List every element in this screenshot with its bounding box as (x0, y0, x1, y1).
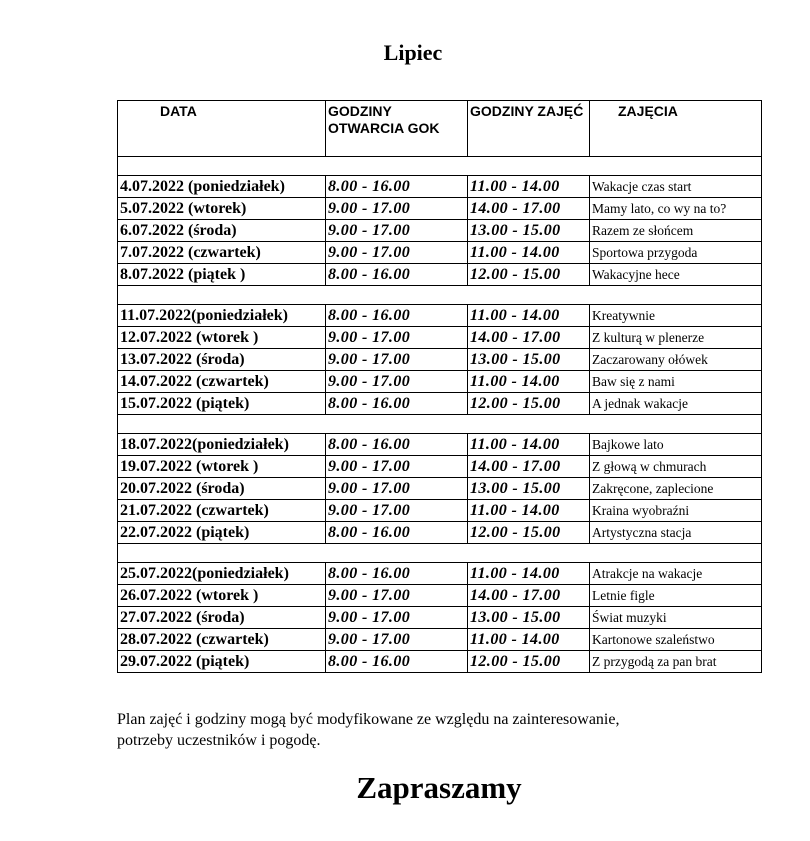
date-cell: 8.07.2022 (piątek ) (118, 264, 326, 286)
schedule-row (118, 478, 762, 500)
activity-hours-cell: 11.00 - 14.00 (468, 563, 590, 585)
schedule-row (118, 434, 762, 456)
schedule-row (118, 651, 762, 673)
opening-hours-cell: 9.00 - 17.00 (326, 629, 468, 651)
page-title: Lipiec (383, 40, 443, 65)
activity-cell: Wakacje czas start (590, 176, 762, 198)
activity-cell: Baw się z nami (590, 371, 762, 393)
schedule-row (118, 327, 762, 349)
schedule-row (118, 371, 762, 393)
date-cell: 4.07.2022 (poniedziałek) (118, 176, 326, 198)
schedule-row (118, 456, 762, 478)
schedule-row (118, 305, 762, 327)
activity-hours-cell: 14.00 - 17.00 (468, 198, 590, 220)
date-cell: 11.07.2022(poniedziałek) (118, 305, 326, 327)
opening-hours-cell: 8.00 - 16.00 (326, 264, 468, 286)
schedule-row (118, 242, 762, 264)
activity-hours-cell: 11.00 - 14.00 (468, 305, 590, 327)
week-spacer-row (118, 544, 762, 563)
activity-cell: Zakręcone, zaplecione (590, 478, 762, 500)
activity-hours-cell: 13.00 - 15.00 (468, 478, 590, 500)
date-cell: 19.07.2022 (wtorek ) (118, 456, 326, 478)
header-row (118, 101, 762, 157)
opening-hours-cell: 9.00 - 17.00 (326, 585, 468, 607)
activity-cell: Atrakcje na wakacje (590, 563, 762, 585)
date-cell: 14.07.2022 (czwartek) (118, 371, 326, 393)
header-activities: ZAJĘCIA (590, 101, 762, 157)
date-cell: 7.07.2022 (czwartek) (118, 242, 326, 264)
opening-hours-cell: 8.00 - 16.00 (326, 393, 468, 415)
header-date: DATA (118, 101, 326, 157)
activity-hours-cell: 14.00 - 17.00 (468, 327, 590, 349)
opening-hours-cell: 8.00 - 16.00 (326, 563, 468, 585)
schedule-row (118, 585, 762, 607)
week-spacer-cell (118, 286, 762, 305)
activity-hours-cell: 12.00 - 15.00 (468, 651, 590, 673)
schedule-row (118, 522, 762, 544)
date-cell: 27.07.2022 (środa) (118, 607, 326, 629)
week-spacer-row (118, 157, 762, 176)
activity-cell: Bajkowe lato (590, 434, 762, 456)
activity-cell: Artystyczna stacja (590, 522, 762, 544)
activity-hours-cell: 11.00 - 14.00 (468, 176, 590, 198)
opening-hours-cell: 9.00 - 17.00 (326, 500, 468, 522)
schedule-table (117, 100, 762, 673)
schedule-row (118, 349, 762, 371)
header-activity-hours: GODZINY ZAJĘĆ (468, 101, 590, 157)
date-cell: 29.07.2022 (piątek) (118, 651, 326, 673)
activity-cell: Świat muzyki (590, 607, 762, 629)
date-cell: 28.07.2022 (czwartek) (118, 629, 326, 651)
date-cell: 6.07.2022 (środa) (118, 220, 326, 242)
schedule-row (118, 264, 762, 286)
activity-cell: A jednak wakacje (590, 393, 762, 415)
schedule-row (118, 220, 762, 242)
activity-cell: Kartonowe szaleństwo (590, 629, 762, 651)
activity-cell: Z głową w chmurach (590, 456, 762, 478)
activity-cell: Kreatywnie (590, 305, 762, 327)
opening-hours-cell: 9.00 - 17.00 (326, 198, 468, 220)
activity-cell: Razem ze słońcem (590, 220, 762, 242)
activity-hours-cell: 13.00 - 15.00 (468, 607, 590, 629)
activity-hours-cell: 14.00 - 17.00 (468, 456, 590, 478)
opening-hours-cell: 9.00 - 17.00 (326, 242, 468, 264)
activity-hours-cell: 12.00 - 15.00 (468, 264, 590, 286)
activity-cell: Z kulturą w plenerze (590, 327, 762, 349)
opening-hours-cell: 8.00 - 16.00 (326, 522, 468, 544)
activity-hours-cell: 11.00 - 14.00 (468, 371, 590, 393)
activity-hours-cell: 11.00 - 14.00 (468, 434, 590, 456)
opening-hours-cell: 8.00 - 16.00 (326, 305, 468, 327)
schedule-row (118, 500, 762, 522)
activity-hours-cell: 13.00 - 15.00 (468, 349, 590, 371)
opening-hours-cell: 8.00 - 16.00 (326, 651, 468, 673)
week-spacer-cell (118, 544, 762, 563)
activity-hours-cell: 12.00 - 15.00 (468, 393, 590, 415)
date-cell: 13.07.2022 (środa) (118, 349, 326, 371)
activity-cell: Mamy lato, co wy na to? (590, 198, 762, 220)
activity-cell: Zaczarowany ołówek (590, 349, 762, 371)
activity-hours-cell: 13.00 - 15.00 (468, 220, 590, 242)
activity-cell: Wakacyjne hece (590, 264, 762, 286)
activity-hours-cell: 14.00 - 17.00 (468, 585, 590, 607)
opening-hours-cell: 9.00 - 17.00 (326, 220, 468, 242)
opening-hours-cell: 9.00 - 17.00 (326, 327, 468, 349)
date-cell: 25.07.2022(poniedziałek) (118, 563, 326, 585)
activity-cell: Z przygodą za pan brat (590, 651, 762, 673)
date-cell: 20.07.2022 (środa) (118, 478, 326, 500)
schedule-row (118, 563, 762, 585)
week-spacer-cell (118, 415, 762, 434)
activity-hours-cell: 11.00 - 14.00 (468, 629, 590, 651)
date-cell: 18.07.2022(poniedziałek) (118, 434, 326, 456)
date-cell: 5.07.2022 (wtorek) (118, 198, 326, 220)
activity-hours-cell: 12.00 - 15.00 (468, 522, 590, 544)
activity-hours-cell: 11.00 - 14.00 (468, 500, 590, 522)
date-cell: 22.07.2022 (piątek) (118, 522, 326, 544)
activity-cell: Letnie figle (590, 585, 762, 607)
opening-hours-cell: 8.00 - 16.00 (326, 434, 468, 456)
schedule-row (118, 629, 762, 651)
closing-text: Zapraszamy (356, 770, 522, 805)
opening-hours-cell: 9.00 - 17.00 (326, 371, 468, 393)
week-spacer-row (118, 286, 762, 305)
schedule-row (118, 393, 762, 415)
date-cell: 15.07.2022 (piątek) (118, 393, 326, 415)
opening-hours-cell: 8.00 - 16.00 (326, 176, 468, 198)
opening-hours-cell: 9.00 - 17.00 (326, 456, 468, 478)
footer-note: Plan zajęć i godziny mogą być modyfikowane ze względu na zainteresowanie, potrzeby uczestników i pogodę. (117, 711, 620, 749)
opening-hours-cell: 9.00 - 17.00 (326, 478, 468, 500)
activity-cell: Sportowa przygoda (590, 242, 762, 264)
date-cell: 26.07.2022 (wtorek ) (118, 585, 326, 607)
schedule-row (118, 198, 762, 220)
week-spacer-cell (118, 157, 762, 176)
opening-hours-cell: 9.00 - 17.00 (326, 607, 468, 629)
date-cell: 12.07.2022 (wtorek ) (118, 327, 326, 349)
schedule-body (118, 101, 762, 673)
header-opening-hours: GODZINY OTWARCIA GOK (326, 101, 468, 157)
date-cell: 21.07.2022 (czwartek) (118, 500, 326, 522)
activity-cell: Kraina wyobraźni (590, 500, 762, 522)
opening-hours-cell: 9.00 - 17.00 (326, 349, 468, 371)
week-spacer-row (118, 415, 762, 434)
schedule-row (118, 176, 762, 198)
schedule-row (118, 607, 762, 629)
activity-hours-cell: 11.00 - 14.00 (468, 242, 590, 264)
